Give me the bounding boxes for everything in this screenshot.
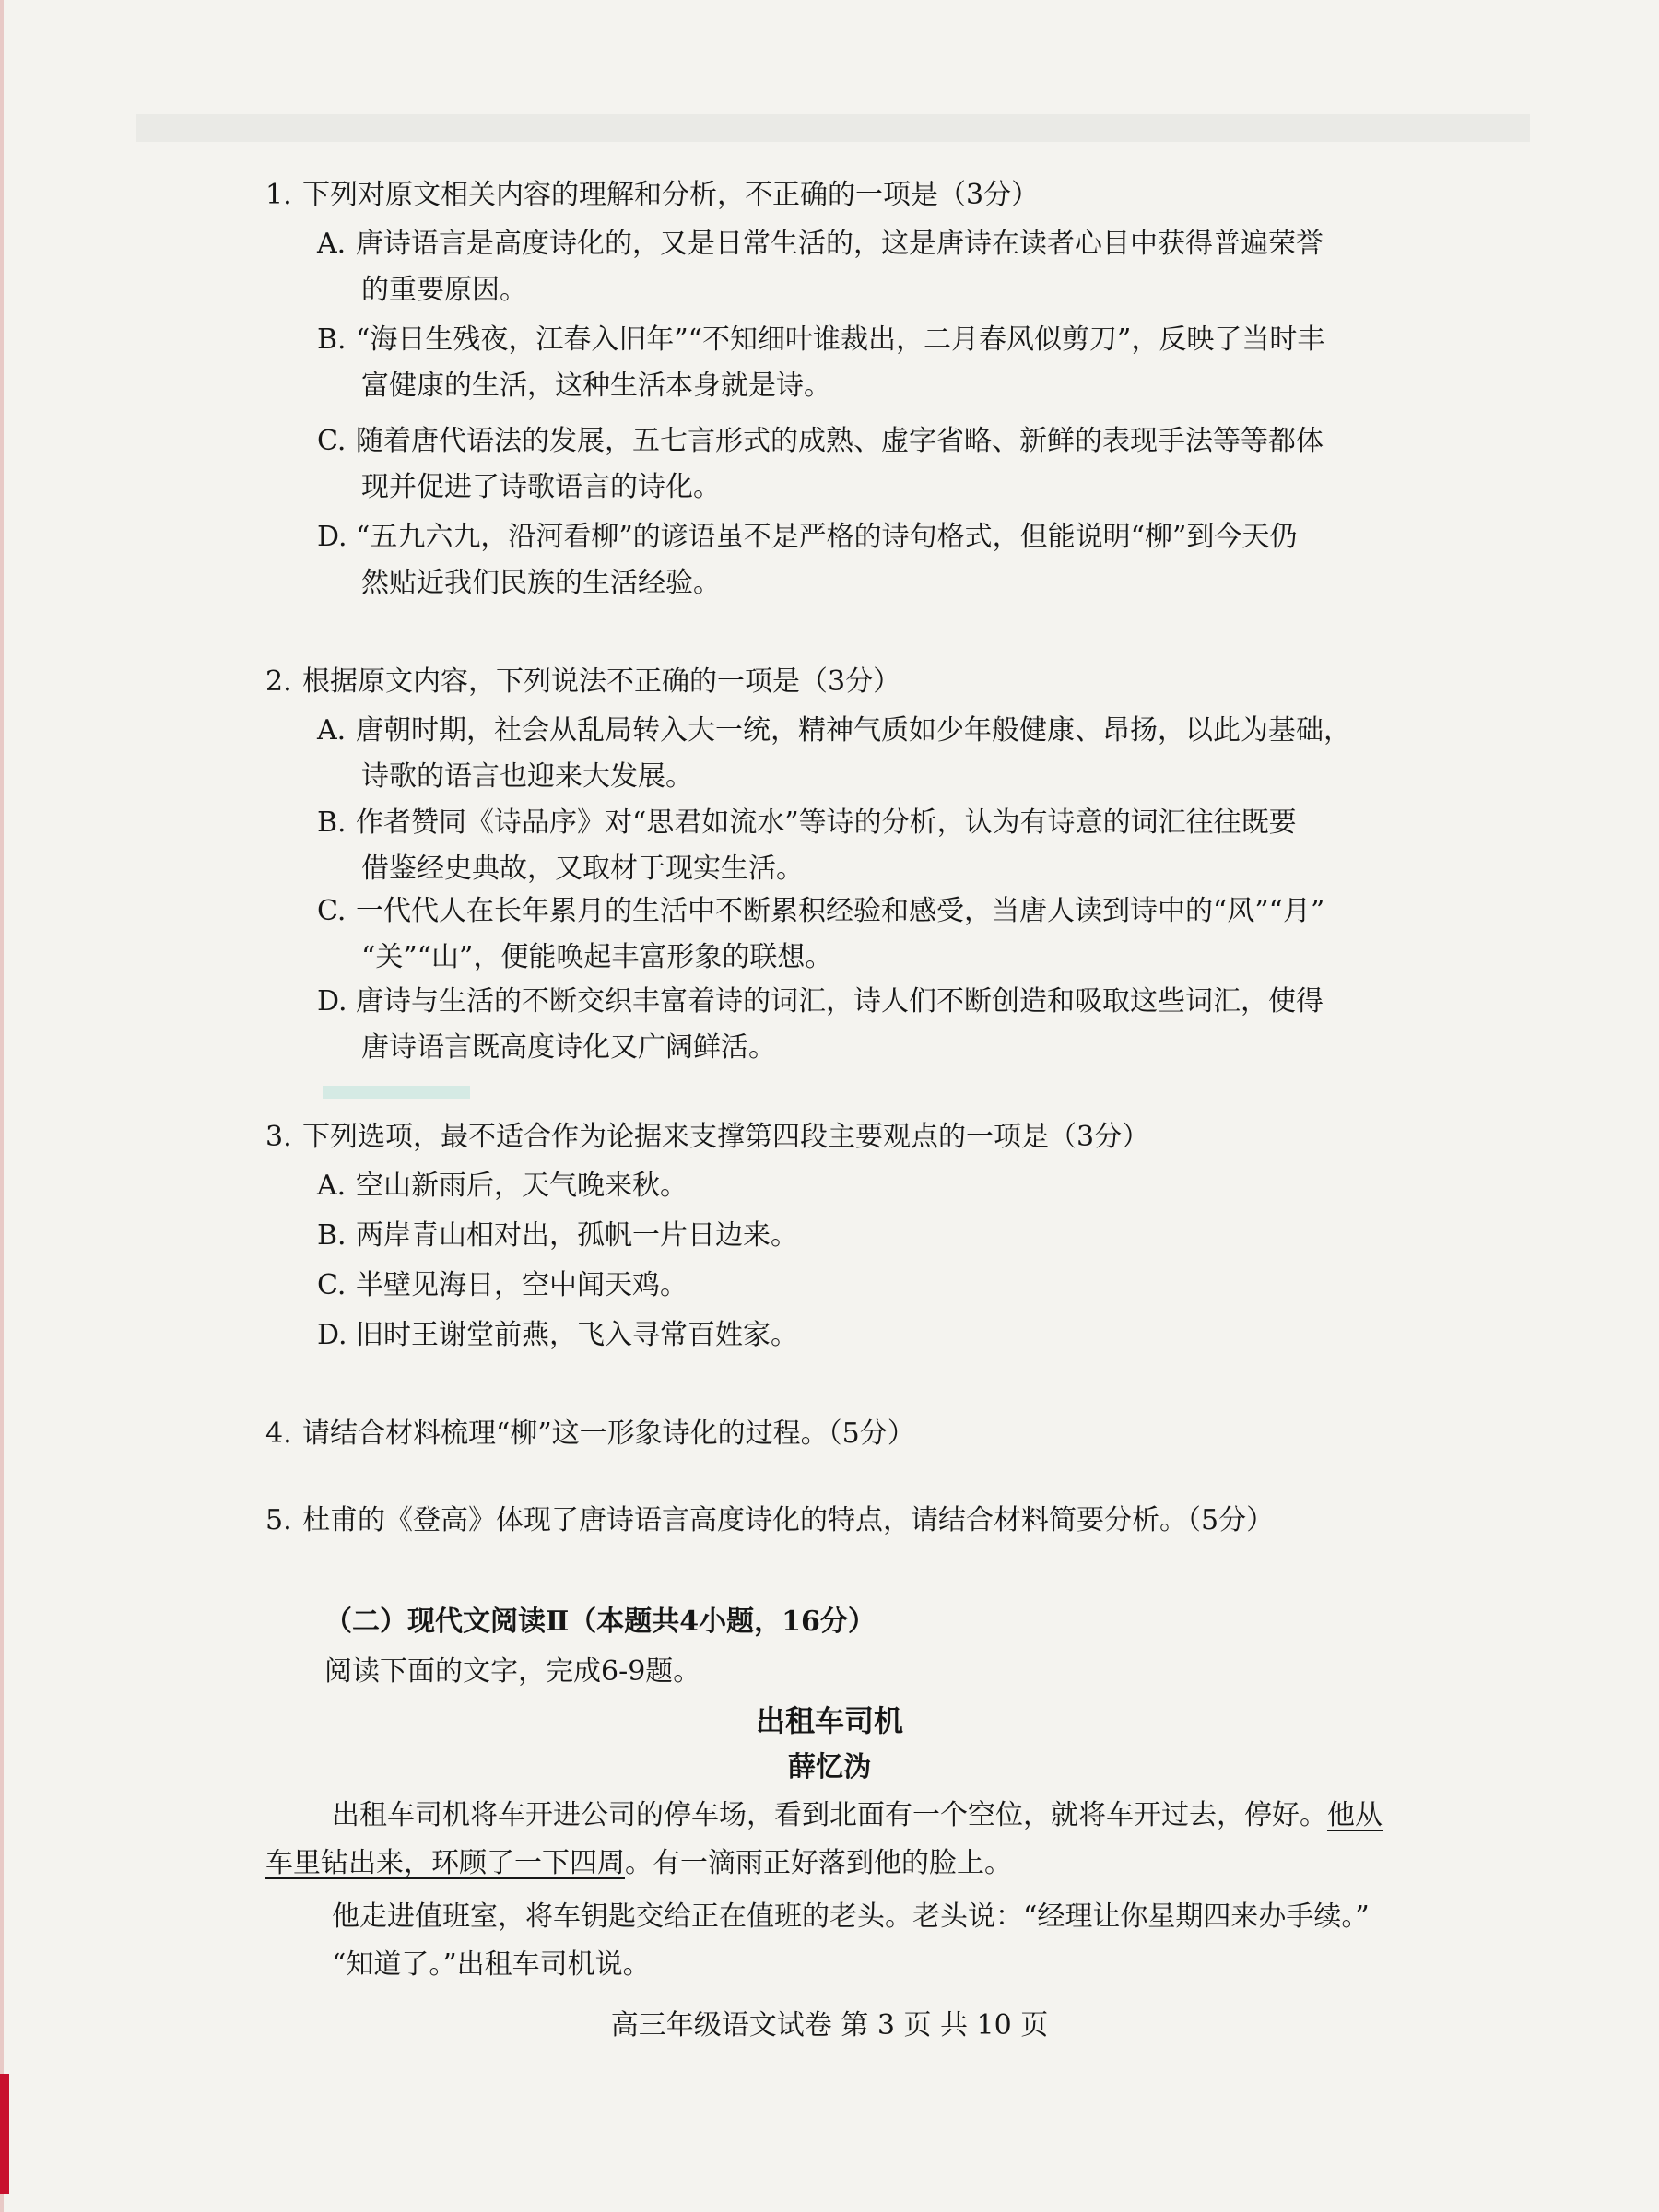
question-text: 根据原文内容，下列说法不正确的一项是（3分） <box>302 665 901 698</box>
story-text: 。有一滴雨正好落到他的脸上。 <box>625 1847 1012 1879</box>
question-2 <box>265 664 900 700</box>
option-text-cont: 的重要原因。 <box>361 274 527 306</box>
option-text: 作者赞同《诗品序》对“思君如流水”等诗的分析，认为有诗意的词汇往往既要 <box>356 806 1297 839</box>
story-paragraph-2: 他走进值班室，将车钥匙交给正在值班的老头。老头说：“经理让你星期四来办手续。” <box>332 1900 1370 1933</box>
question-5 <box>265 1502 1274 1539</box>
highlighter-mark <box>323 1086 470 1099</box>
option-text: 两岸青山相对出，孤帆一片日边来。 <box>356 1219 798 1252</box>
q1-option-a <box>317 221 1377 313</box>
option-text: 空山新雨后，天气晚来秋。 <box>356 1170 688 1202</box>
option-text-cont: 富健康的生活，这种生活本身就是诗。 <box>361 370 831 402</box>
option-label: B. <box>317 1219 347 1252</box>
option-label: B. <box>317 806 347 839</box>
option-text-cont: 唐诗语言既高度诗化又广阔鲜活。 <box>361 1031 776 1064</box>
q1-option-d <box>317 514 1377 606</box>
option-label: D. <box>317 521 347 553</box>
option-text: 一代代人在长年累月的生活中不断累积经验和感受，当唐人读到诗中的“风”“月” <box>356 895 1325 927</box>
question-3 <box>265 1119 1149 1156</box>
option-label: C. <box>317 425 347 457</box>
q2-option-a <box>317 708 1377 800</box>
option-text-cont: 现并促进了诗歌语言的诗化。 <box>361 471 721 503</box>
q3-option-a <box>317 1163 1377 1209</box>
option-label: C. <box>317 1269 347 1301</box>
story-paragraph-3: “知道了。”出租车司机说。 <box>332 1948 651 1981</box>
story-paragraph-1 <box>265 1792 1399 1888</box>
underlined-text: 从车里钻出来，环顾了一下四周 <box>265 1799 1382 1879</box>
question-1 <box>265 177 1039 214</box>
option-text: “五九六九，沿河看柳”的谚语虽不是严格的诗句格式，但能说明“柳”到今天仍 <box>356 521 1298 553</box>
question-text: 下列选项，最不适合作为论据来支撑第四段主要观点的一项是（3分） <box>302 1121 1150 1153</box>
option-text-cont: “关”“山”，便能唤起丰富形象的联想。 <box>361 941 833 973</box>
option-label: D. <box>317 1319 347 1351</box>
question-text: 下列对原文相关内容的理解和分析，不正确的一项是（3分） <box>302 179 1040 211</box>
question-number: 3. <box>265 1121 292 1153</box>
question-4 <box>265 1416 915 1453</box>
option-text-cont: 借鉴经史典故，又取材于现实生活。 <box>361 853 804 885</box>
option-text: “海日生残夜，江春入旧年”“不知细叶谁裁出，二月春风似剪刀”，反映了当时丰 <box>356 324 1325 356</box>
question-text: 请结合材料梳理“柳”这一形象诗化的过程。（5分） <box>302 1418 915 1450</box>
underlined-text: 他 <box>1327 1799 1355 1831</box>
q3-option-b <box>317 1213 1377 1259</box>
option-label: A. <box>317 1170 347 1202</box>
q3-option-c <box>317 1263 1377 1309</box>
q3-option-d <box>317 1312 1377 1359</box>
option-label: A. <box>317 714 347 747</box>
option-text: 唐诗与生活的不断交织丰富着诗的词汇，诗人们不断创造和吸取这些词汇，使得 <box>356 985 1324 1018</box>
option-text: 随着唐代语法的发展，五七言形式的成熟、虚字省略、新鲜的表现手法等等都体 <box>356 425 1324 457</box>
option-text: 旧时王谢堂前燕，飞入寻常百姓家。 <box>356 1319 798 1351</box>
question-text: 杜甫的《登高》体现了唐诗语言高度诗化的特点，请结合材料简要分析。（5分） <box>302 1504 1275 1536</box>
section-heading: （二）现代文阅读Ⅱ（本题共4小题，16分） <box>324 1606 876 1638</box>
question-number: 1. <box>265 179 292 211</box>
question-number: 2. <box>265 665 292 698</box>
q2-option-b <box>317 800 1377 892</box>
option-text-cont: 然贴近我们民族的生活经验。 <box>361 567 721 599</box>
option-text-cont: 诗歌的语言也迎来大发展。 <box>361 760 693 793</box>
page-footer: 高三年级语文试卷 第 3 页 共 10 页 <box>610 2009 1049 2041</box>
option-text: 半壁见海日，空中闻天鸡。 <box>356 1269 688 1301</box>
q1-option-c <box>317 418 1377 511</box>
option-text: 唐朝时期，社会从乱局转入大一统，精神气质如少年般健康、昂扬，以此为基础， <box>356 714 1351 747</box>
q2-option-d <box>317 979 1377 1071</box>
story-title: 出租车司机 <box>755 1703 903 1738</box>
story-author: 薛忆沩 <box>788 1751 871 1783</box>
question-number: 4. <box>265 1418 292 1450</box>
option-label: B. <box>317 324 347 356</box>
q1-option-b <box>317 317 1377 409</box>
option-label: C. <box>317 895 347 927</box>
question-number: 5. <box>265 1504 292 1536</box>
q2-option-c <box>317 888 1377 981</box>
option-label: D. <box>317 985 347 1018</box>
option-text: 唐诗语言是高度诗化的，又是日常生活的，这是唐诗在读者心目中获得普遍荣誉 <box>356 228 1324 260</box>
option-label: A. <box>317 228 347 260</box>
story-text: 出租车司机将车开进公司的停车场，看到北面有一个空位，就将车开过去，停好。 <box>332 1799 1327 1831</box>
section-instruction: 阅读下面的文字，完成6-9题。 <box>324 1655 701 1688</box>
